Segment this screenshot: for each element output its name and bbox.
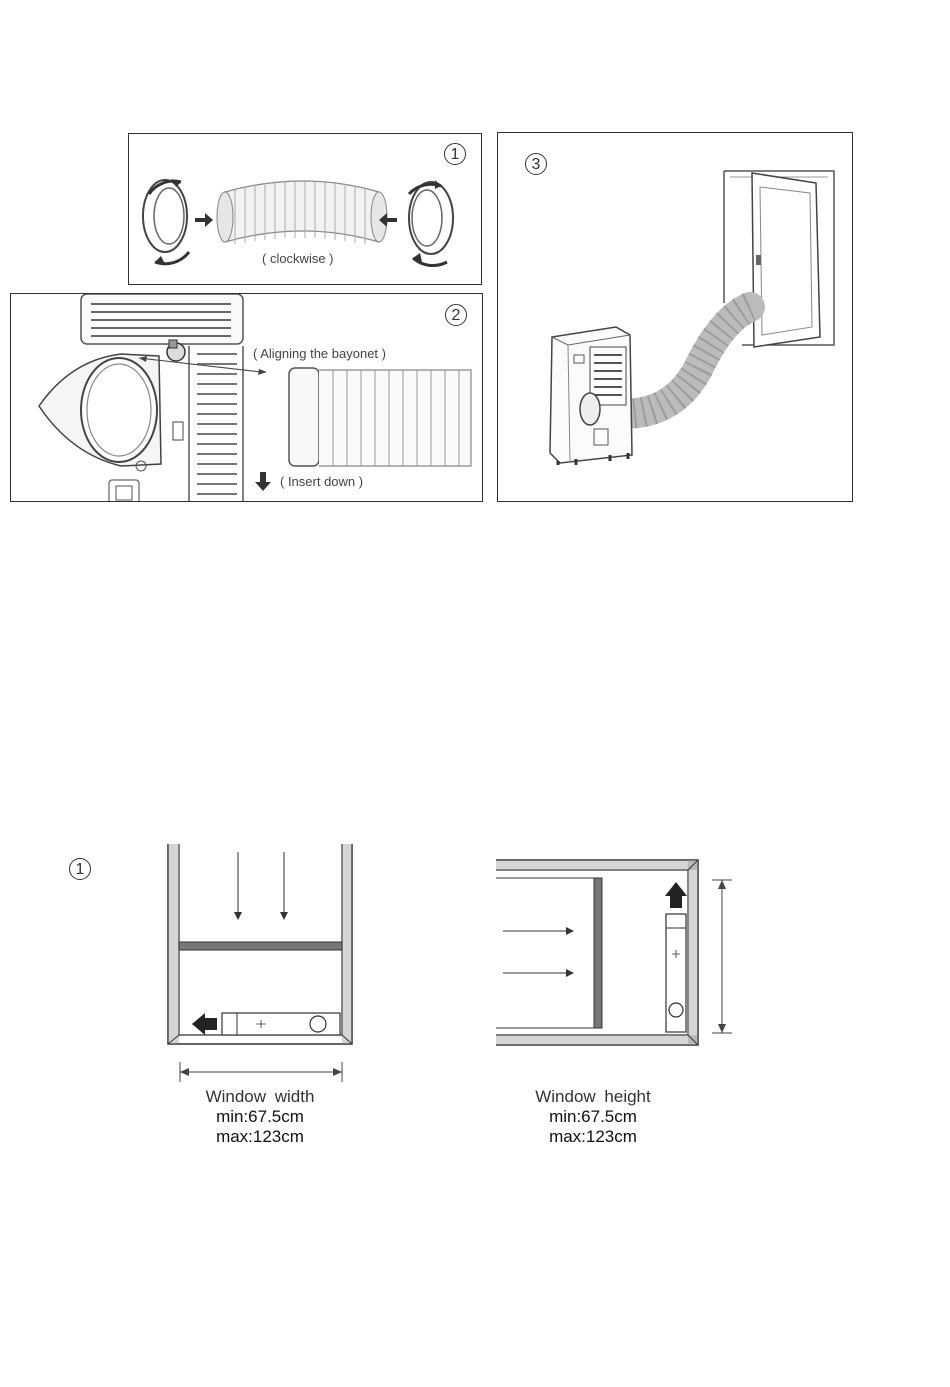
step-number: 1 [444,143,466,165]
caption-insert-down: ( Insert down ) [280,474,364,489]
hung-window-height-diagram [496,860,732,1045]
hose-insertion-illustration [11,294,483,502]
step-number: 2 [445,304,467,326]
window-height-min: min:67.5cm [549,1107,637,1126]
window-width-title: Window width [205,1087,315,1106]
window-height-max: max:123cm [549,1127,637,1146]
window-height-label [503,1087,683,1147]
step-number-window: 1 [69,858,91,880]
panel-unit-to-window [497,132,853,502]
window-width-max: max:123cm [216,1127,304,1146]
caption-clockwise: ( clockwise ) [262,251,334,266]
unit-window-illustration [498,133,853,502]
window-width-label [170,1087,350,1147]
panel-hose-insertion [10,293,483,502]
step-number: 3 [525,153,547,175]
panel-hose-adapters [128,133,482,285]
window-width-min: min:67.5cm [216,1107,304,1126]
caption-aligning-bayonet: ( Aligning the bayonet ) [253,346,386,361]
window-height-title: Window height [535,1087,651,1106]
sliding-window-width-diagram [168,844,352,1082]
